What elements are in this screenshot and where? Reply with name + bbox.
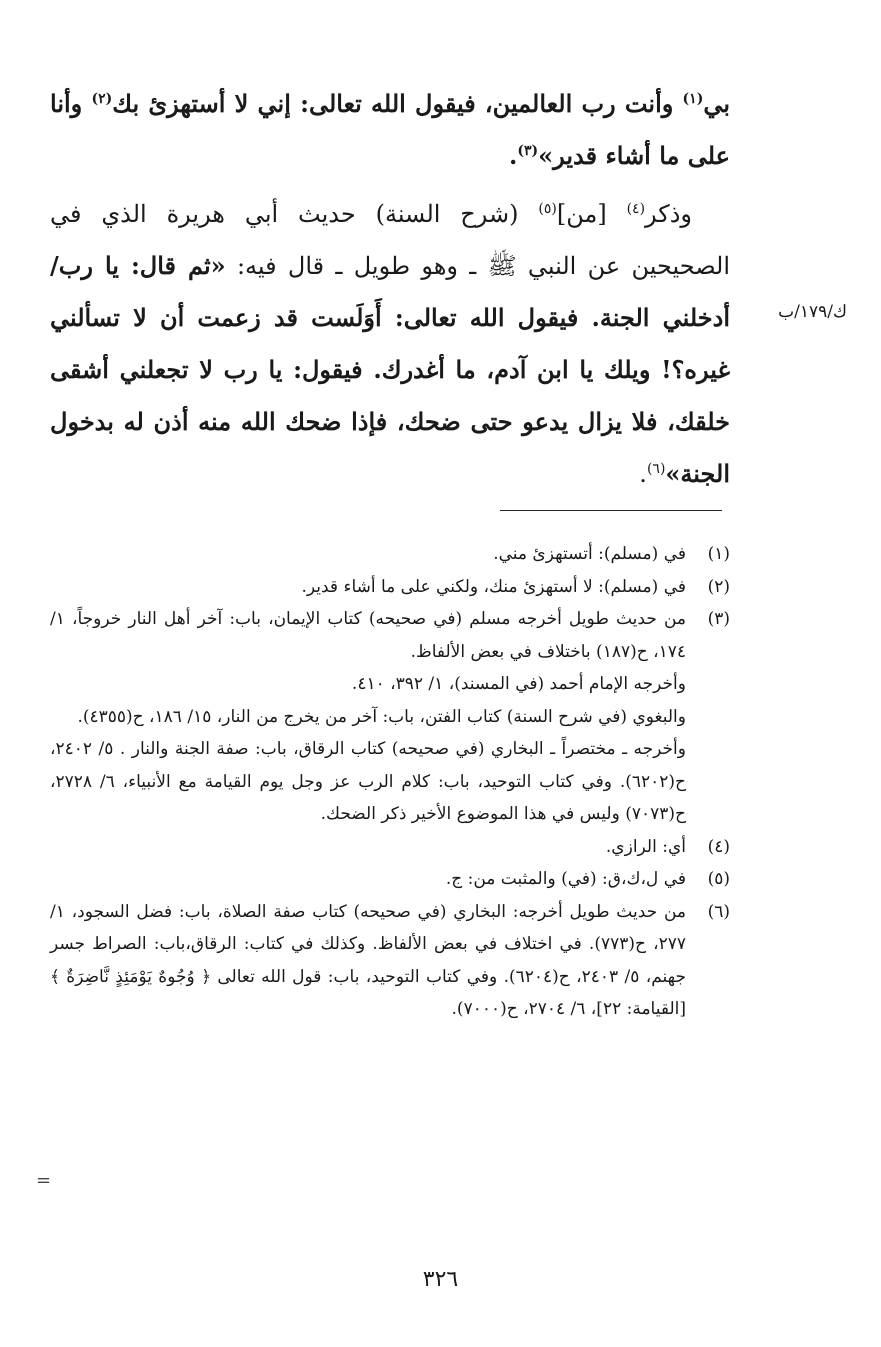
footnote-line: والبغوي (في شرح السنة) كتاب الفتن، باب: آخر من يخرج من النار، ١٥/ ١٨٦، ح(٤٣٥٥). bbox=[77, 706, 686, 727]
footnote-ref-6[interactable]: (٦) bbox=[646, 461, 666, 477]
text-segment: . bbox=[508, 141, 518, 170]
footnote-number: (٦) bbox=[707, 901, 730, 922]
footnote-number: (١) bbox=[707, 544, 730, 564]
footnote-body bbox=[50, 831, 686, 864]
footnote-ref-4[interactable]: (٤) bbox=[626, 201, 646, 217]
footnote-ref-1[interactable]: (١) bbox=[682, 91, 704, 107]
footnote-ref-5[interactable]: (٥) bbox=[538, 201, 557, 217]
footnote-line: وأخرجه الإمام أحمد (في المسند)، ١/ ٣٩٢، ٤١٠. bbox=[351, 674, 686, 694]
main-paragraph-2 bbox=[50, 188, 730, 500]
text-segment: وأنت رب العالمين، فيقول الله تعالى: إني لا أستهزئ بك bbox=[112, 89, 683, 118]
page-number: ٣٢٦ bbox=[422, 1267, 459, 1292]
footnote-body bbox=[50, 863, 686, 896]
footnote-ref-2[interactable]: (٢) bbox=[91, 91, 113, 107]
text-segment: وذكر bbox=[645, 200, 692, 228]
main-text bbox=[50, 78, 730, 500]
footnote-body bbox=[50, 896, 686, 1026]
text-segment: وأنا على ما أشاء قدير» bbox=[50, 89, 730, 170]
text-segment: [من] bbox=[556, 200, 627, 228]
manuscript-folio-marker: ك/١٧٩/ب bbox=[778, 302, 847, 322]
footnote-number: (٤) bbox=[707, 836, 730, 857]
main-paragraph-1 bbox=[50, 78, 730, 182]
footnotes bbox=[50, 538, 730, 1026]
footnote-item bbox=[50, 571, 730, 604]
footnote-line: وأخرجه ـ مختصراً ـ البخاري (في صحيحه) كتاب الرقاق، باب: صفة الجنة والنار . ٥/ ٢٤٠٢، ح(٦٢٠٢). وفي كتاب التوحيد، باب: كلام الرب عز وجل يوم القيامة مع الأنبياء، ٦/ ٢٧٢٨، ح(٧٠٧٣) وليس في هذا الموضوع الأخير ذكر الضحك. bbox=[50, 739, 686, 824]
footnote-line: في (مسلم): لا أستهزئ منك، ولكني على ما أشاء قدير. bbox=[301, 576, 686, 597]
footnote-number: (٥) bbox=[707, 869, 730, 889]
text-segment: (شرح السنة) حديث أبي هريرة الذي في الصحيحين عن النبي ﷺ ـ وهو طويل ـ قال فيه: bbox=[50, 200, 730, 280]
footnote-item bbox=[50, 538, 730, 571]
edge-mark: = bbox=[36, 1170, 52, 1191]
footnote-line: من حديث طويل أخرجه مسلم (في صحيحه) كتاب الإيمان، باب: آخر أهل النار خروجاً، ١/ ١٧٤، ح(١٨٧) باختلاف في بعض الألفاظ. bbox=[50, 609, 686, 662]
footnote-item bbox=[50, 896, 730, 1026]
footnote-ref-3[interactable]: (٣) bbox=[517, 143, 539, 159]
footnote-number: (٣) bbox=[707, 609, 730, 629]
footnote-body bbox=[50, 538, 686, 571]
footnote-line: في ل،ك،ق: (في) والمثبت من: ج. bbox=[445, 869, 686, 889]
text-segment: بي bbox=[703, 89, 730, 118]
footnote-body bbox=[50, 603, 686, 831]
footnote-separator bbox=[500, 510, 722, 511]
footnote-item bbox=[50, 603, 730, 831]
footnote-item bbox=[50, 831, 730, 864]
footnote-line: في (مسلم): أتستهزئ مني. bbox=[493, 544, 686, 564]
footnote-body bbox=[50, 571, 686, 604]
footnote-item bbox=[50, 863, 730, 896]
footnote-number: (٢) bbox=[707, 576, 730, 597]
hadith-quote: «ثم قال: يا رب/ أدخلني الجنة. فيقول الله تعالى: أَوَلَست قد زعمت أن لا تسألني غيره؟! ويلك يا ابن آدم، ما أغدرك. فيقول: يا رب لا تجعلني أشقى خلقك، فلا يزال يدعو حتى ضحك، فإذا ضحك الله منه أذن له بدخول الجنة» bbox=[50, 251, 730, 488]
footnote-line: من حديث طويل أخرجه: البخاري (في صحيحه) كتاب صفة الصلاة، باب: فضل السجود، ١/ ٢٧٧، ح(٧٧٣). في اختلاف في بعض الألفاظ. وكذلك في كتاب: الرقاق،باب: الصراط جسر جهنم، ٥/ ٢٤٠٣، ح(٦٢٠٤). وفي كتاب التوحيد، باب: قول الله تعالى ﴿ وُجُوهٌ يَوْمَئِذٍ نَّاضِرَةٌ ﴾ [القيامة: ٢٢]، ٦/ ٢٧٠٤، ح(٧٠٠٠). bbox=[50, 901, 686, 1019]
text-segment: . bbox=[639, 460, 647, 488]
footnote-line: أي: الرازي. bbox=[605, 836, 686, 857]
